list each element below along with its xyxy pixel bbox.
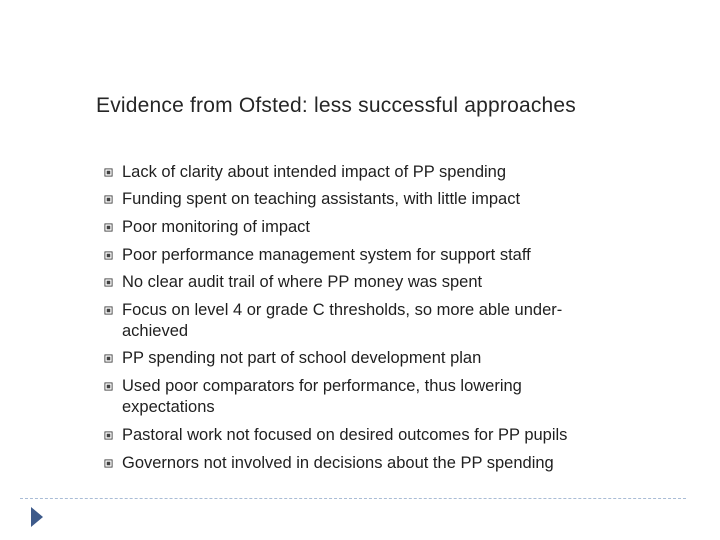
bullet-icon	[104, 278, 113, 287]
bullet-icon	[104, 459, 113, 468]
bullet-text: Lack of clarity about intended impact of PP spending	[122, 163, 507, 181]
bullet-icon	[104, 431, 113, 440]
bullet-text-continuation: expectations	[122, 398, 215, 416]
slide-title: Evidence from Ofsted: less successful approaches	[96, 94, 576, 117]
bullet-text: Funding spent on teaching assistants, with little impact	[122, 190, 521, 208]
bullet-icon	[104, 223, 113, 232]
bullet-text: Focus on level 4 or grade C thresholds, so more able under-	[122, 301, 563, 319]
bullet-text: Used poor comparators for performance, thus lowering	[122, 377, 522, 395]
bullet-text: Governors not involved in decisions about the PP spending	[122, 454, 554, 472]
bullet-icon	[104, 306, 113, 315]
bullet-icon	[104, 168, 113, 177]
bullet-icon	[104, 251, 113, 260]
bullet-text: PP spending not part of school development plan	[122, 349, 482, 367]
bullet-text: No clear audit trail of where PP money was spent	[122, 273, 483, 291]
triangle-right-icon[interactable]	[30, 505, 44, 529]
bullet-icon	[104, 354, 113, 363]
footer-divider	[20, 498, 686, 499]
bullet-icon	[104, 195, 113, 204]
bullet-icon	[104, 382, 113, 391]
bullet-text: Poor performance management system for support staff	[122, 246, 531, 264]
bullet-text: Poor monitoring of impact	[122, 218, 311, 236]
bullet-text-continuation: achieved	[122, 322, 189, 340]
bullet-text: Pastoral work not focused on desired outcomes for PP pupils	[122, 426, 568, 444]
